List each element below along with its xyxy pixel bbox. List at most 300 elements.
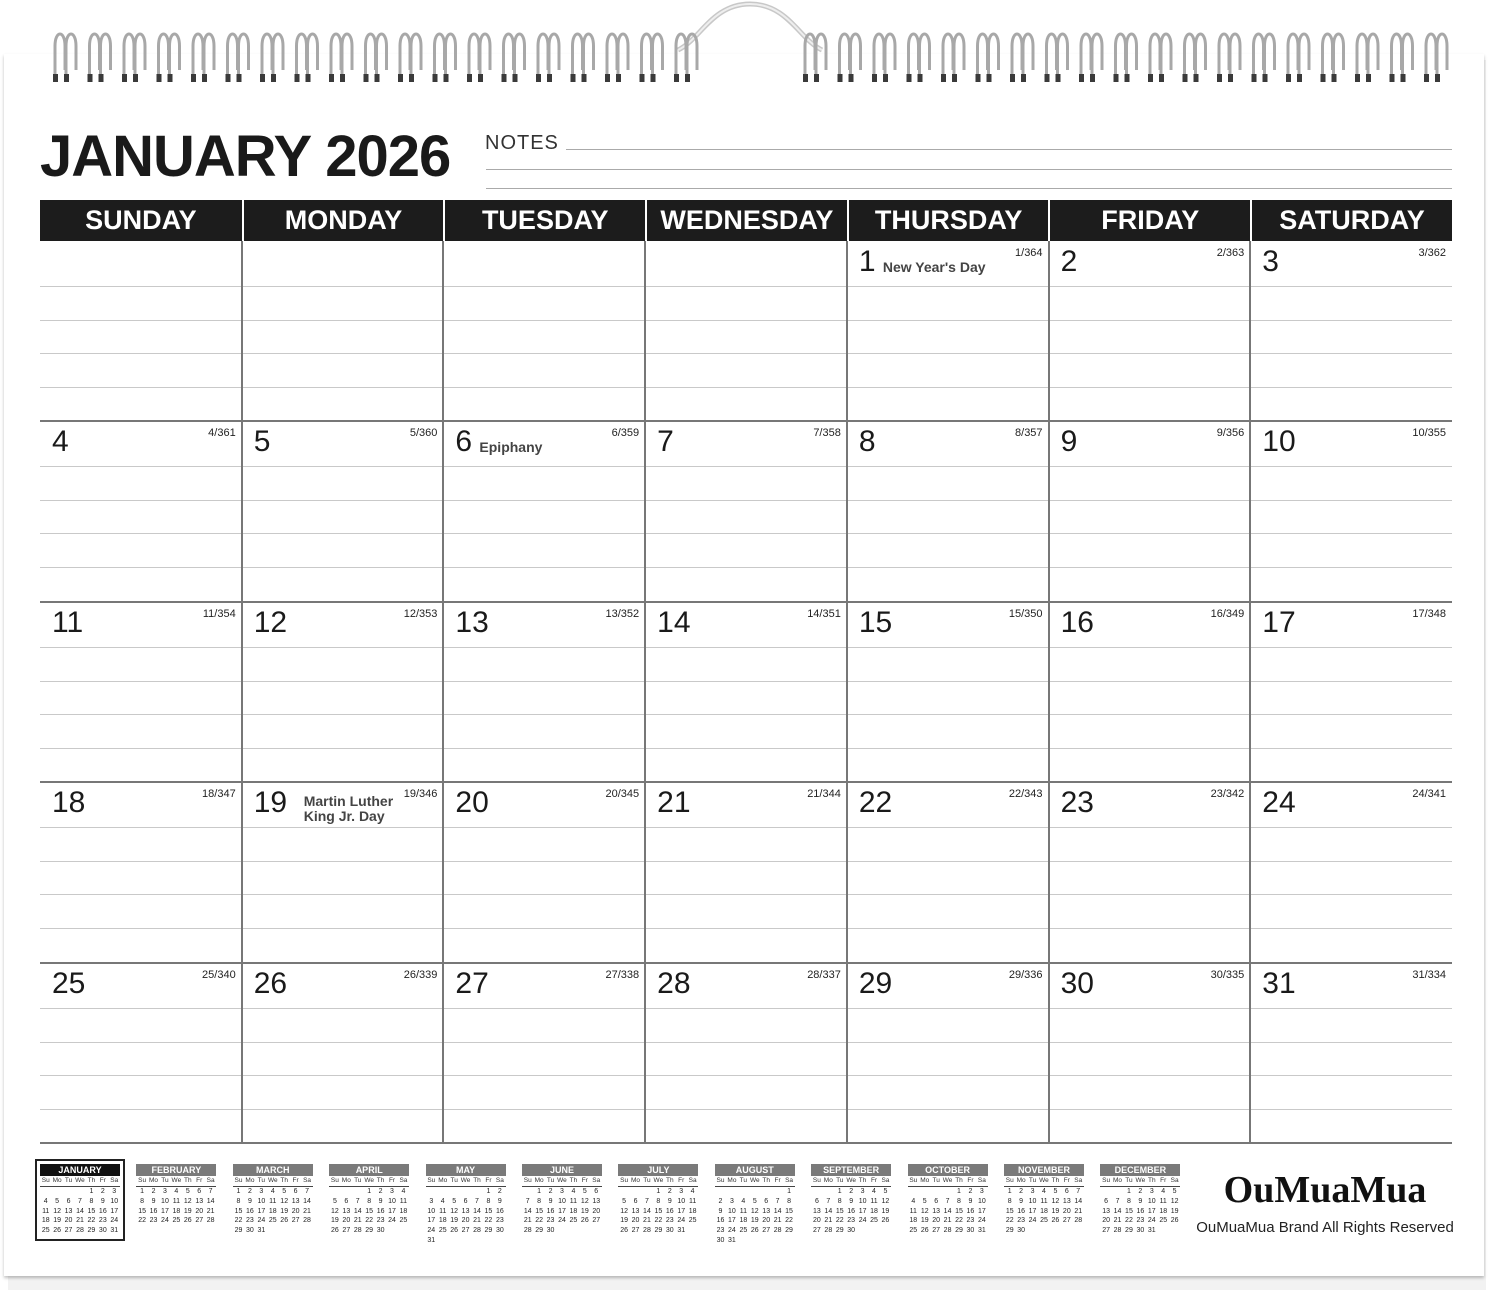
mini-day: 31	[677, 1227, 686, 1235]
mini-day: 2	[548, 1188, 553, 1195]
binding-hole	[976, 74, 981, 82]
mini-day: 1	[656, 1188, 661, 1195]
day-cell-2[interactable]	[1049, 241, 1251, 421]
mini-week-row	[329, 1226, 409, 1236]
mini-week-row	[908, 1226, 988, 1236]
mini-day: 5	[922, 1197, 927, 1205]
mini-week-row	[908, 1216, 988, 1226]
writing-line	[847, 1008, 1049, 1009]
empty-cell[interactable]	[645, 241, 847, 421]
mini-day: 30	[966, 1227, 975, 1235]
day-cell-13[interactable]	[443, 602, 645, 782]
writing-line	[1250, 1008, 1452, 1009]
mini-weekday: Tu	[161, 1177, 169, 1184]
day-cell-4[interactable]	[40, 421, 242, 601]
writing-line	[1049, 567, 1251, 568]
mini-day: 18	[909, 1217, 918, 1225]
day-cell-17[interactable]	[1250, 602, 1452, 782]
day-cell-15[interactable]	[847, 602, 1049, 782]
mini-weekday: Mo	[52, 1177, 62, 1184]
mini-day: 16	[1017, 1207, 1026, 1215]
mini-day: 29	[1005, 1227, 1014, 1235]
mini-day: 6	[197, 1188, 202, 1195]
mini-day: 1	[837, 1188, 842, 1195]
day-cell-5[interactable]	[242, 421, 444, 601]
weekday-wednesday: WEDNESDAY	[645, 200, 847, 241]
day-cell-7[interactable]	[645, 421, 847, 601]
mini-day	[772, 1236, 783, 1246]
mini-week-row	[426, 1207, 506, 1217]
binding-hole	[651, 74, 656, 82]
writing-line	[443, 1042, 645, 1043]
mini-day: 21	[1113, 1217, 1122, 1225]
mini-week-row	[1100, 1207, 1180, 1217]
day-cell-18[interactable]	[40, 782, 242, 962]
writing-line	[40, 647, 242, 648]
mini-day: 5	[1172, 1188, 1177, 1195]
mini-weekday: Th	[1147, 1177, 1156, 1184]
mini-day: 15	[87, 1207, 96, 1215]
mini-day: 22	[955, 1217, 963, 1225]
mini-day: 13	[592, 1197, 601, 1205]
mini-week-row	[329, 1187, 409, 1197]
mini-day: 21	[353, 1217, 362, 1225]
mini-day: 30	[546, 1227, 555, 1235]
day-cell-8[interactable]	[847, 421, 1049, 601]
day-number: 2	[1060, 245, 1078, 278]
mini-day: 17	[388, 1207, 396, 1215]
mini-weekday: Tu	[1028, 1177, 1037, 1184]
mini-day: 9	[718, 1207, 723, 1215]
binding-hole	[582, 74, 587, 82]
mini-day: 28	[824, 1227, 833, 1235]
binding-hole	[1217, 74, 1222, 82]
binding-hole	[133, 74, 138, 82]
mini-day: 6	[814, 1197, 819, 1205]
mini-day: 14	[353, 1207, 362, 1215]
day-cell-14[interactable]	[645, 602, 847, 782]
mini-day: 21	[643, 1217, 651, 1225]
mini-day: 24	[858, 1217, 867, 1225]
binding-hole	[1355, 74, 1360, 82]
writing-line	[443, 533, 645, 534]
mini-day: 15	[138, 1207, 146, 1215]
mini-day: 12	[1051, 1197, 1060, 1205]
mini-weekday: Fr	[388, 1177, 396, 1184]
writing-line	[645, 567, 847, 568]
mini-day: 6	[594, 1188, 599, 1195]
day-number: 3	[1262, 245, 1279, 278]
writing-line	[847, 647, 1049, 648]
writing-line	[645, 286, 847, 287]
mini-day: 4	[401, 1188, 406, 1195]
mini-day: 17	[858, 1207, 867, 1215]
writing-line	[40, 320, 242, 321]
mini-day	[494, 1236, 505, 1246]
mini-day: 7	[78, 1197, 82, 1205]
mini-day: 11	[569, 1197, 578, 1205]
binding-hole	[1021, 74, 1026, 82]
mini-day: 24	[1147, 1217, 1156, 1225]
mini-day: 26	[620, 1227, 628, 1235]
mini-day	[267, 1226, 278, 1236]
mini-day: 14	[1074, 1197, 1083, 1205]
day-cell-9[interactable]	[1049, 421, 1251, 601]
day-cell-31[interactable]	[1250, 963, 1452, 1143]
mini-day: 22	[484, 1217, 493, 1225]
mini-day	[641, 1187, 652, 1197]
day-of-year: 7/358	[813, 427, 841, 440]
binding-hole	[1125, 74, 1130, 82]
mini-weekday: Fr	[581, 1177, 588, 1184]
mini-day: 13	[932, 1207, 941, 1215]
day-cell-26[interactable]	[242, 963, 444, 1143]
mini-weekday: Tu	[257, 1177, 266, 1184]
weekday-tuesday: TUESDAY	[443, 200, 645, 241]
mini-day: 18	[569, 1207, 578, 1215]
mini-day: 27	[762, 1227, 771, 1235]
mini-day: 3	[112, 1188, 117, 1195]
writing-line	[1250, 500, 1452, 501]
binding-hole	[433, 74, 438, 82]
mini-day: 29	[484, 1227, 493, 1235]
writing-line	[1049, 320, 1251, 321]
mini-day: 9	[247, 1197, 252, 1205]
mini-day: 25	[870, 1217, 878, 1225]
mini-day: 8	[140, 1197, 145, 1205]
mini-day: 12	[1170, 1197, 1179, 1205]
mini-day: 23	[246, 1217, 254, 1225]
mini-day: 4	[690, 1188, 695, 1195]
empty-cell[interactable]	[242, 241, 444, 421]
mini-weekday: Tu	[643, 1177, 651, 1184]
mini-day: 4	[43, 1197, 48, 1205]
day-cell-11[interactable]	[40, 602, 242, 782]
mini-month-name: APRIL	[329, 1164, 409, 1176]
mini-weekday: We	[557, 1177, 567, 1184]
mini-day: 28	[353, 1227, 362, 1235]
mini-week-row	[908, 1187, 988, 1197]
mini-day	[783, 1236, 794, 1246]
mini-day: 1	[236, 1188, 241, 1195]
mini-calendar-august	[715, 1164, 795, 1246]
mini-calendar-november	[1004, 1164, 1084, 1236]
mini-day: 22	[785, 1217, 793, 1225]
day-cell-16[interactable]	[1049, 602, 1251, 782]
mini-day: 17	[257, 1207, 266, 1215]
mini-day	[1100, 1187, 1111, 1197]
mini-week-row	[1004, 1197, 1084, 1207]
mini-day	[630, 1187, 641, 1197]
writing-line	[40, 827, 242, 828]
mini-weekday: Fr	[774, 1177, 781, 1184]
mini-day: 26	[53, 1227, 62, 1235]
writing-line	[1250, 928, 1452, 929]
mini-day: 3	[1149, 1188, 1154, 1195]
day-number: 9	[1060, 425, 1078, 459]
day-number: 21	[657, 786, 691, 820]
mini-week-row	[715, 1226, 795, 1236]
mini-weekday: Tu	[354, 1177, 362, 1184]
binding-hole	[952, 74, 957, 82]
writing-line	[242, 894, 444, 895]
mini-day: 24	[388, 1217, 396, 1225]
mini-day: 19	[450, 1217, 459, 1225]
writing-line	[645, 500, 847, 501]
writing-line	[847, 861, 1049, 862]
writing-line	[1049, 681, 1251, 682]
mini-day: 26	[1051, 1217, 1060, 1225]
mini-day: 3	[560, 1188, 564, 1195]
mini-day: 9	[151, 1197, 156, 1205]
binding-hole	[1263, 74, 1268, 82]
mini-month-name: FEBRUARY	[136, 1164, 216, 1176]
mini-day	[341, 1187, 352, 1197]
day-number: 20	[455, 786, 489, 820]
day-of-year: 19/346	[403, 788, 438, 801]
day-number: 17	[1262, 605, 1296, 639]
mini-day: 17	[728, 1217, 736, 1225]
binding-hole	[329, 74, 334, 82]
mini-weekday: Sa	[495, 1177, 504, 1184]
mini-weekday: Th	[665, 1177, 674, 1184]
writing-line	[443, 286, 645, 287]
mini-day: 2	[151, 1188, 156, 1195]
mini-day: 12	[750, 1207, 759, 1215]
day-cell-30[interactable]	[1049, 963, 1251, 1143]
mini-day: 7	[826, 1197, 831, 1205]
mini-week-row	[136, 1187, 216, 1197]
mini-week-row	[233, 1197, 313, 1207]
mini-day: 29	[1125, 1227, 1133, 1235]
binding-hole	[226, 74, 231, 82]
mini-week-row	[618, 1216, 698, 1226]
mini-day: 14	[473, 1207, 481, 1215]
mini-weekday-row	[136, 1176, 216, 1187]
mini-day: 22	[654, 1217, 663, 1225]
mini-day: 20	[631, 1217, 640, 1225]
month-grid	[40, 241, 1452, 1143]
writing-line	[847, 748, 1049, 749]
binding-hole	[168, 74, 173, 82]
mini-day: 13	[1062, 1197, 1071, 1205]
mini-week-row	[40, 1216, 120, 1226]
day-number: 28	[657, 966, 691, 1000]
day-cell-6[interactable]	[443, 421, 645, 601]
empty-cell[interactable]	[443, 241, 645, 421]
binding-hole	[1228, 74, 1233, 82]
mini-day: 6	[293, 1188, 298, 1195]
mini-day: 19	[280, 1207, 289, 1215]
mini-weekday: Su	[909, 1177, 918, 1184]
mini-weekday: Th	[280, 1177, 288, 1184]
mini-calendar-march	[233, 1164, 313, 1236]
mini-weekday: Sa	[303, 1177, 312, 1184]
mini-day: 11	[688, 1197, 697, 1205]
mini-day: 11	[439, 1207, 447, 1215]
writing-line	[1049, 748, 1251, 749]
binding-hole	[1332, 74, 1337, 82]
day-cell-27[interactable]	[443, 963, 645, 1143]
writing-line	[645, 1109, 847, 1110]
mini-month-name: SEPTEMBER	[811, 1164, 891, 1176]
writing-line	[645, 320, 847, 321]
mini-day: 3	[729, 1197, 734, 1205]
writing-line	[443, 1075, 645, 1076]
day-cell-24[interactable]	[1250, 782, 1452, 962]
mini-day: 5	[622, 1197, 627, 1205]
writing-line	[1049, 533, 1251, 534]
day-cell-23[interactable]	[1049, 782, 1251, 962]
writing-line	[847, 320, 1049, 321]
mini-weekday: Th	[87, 1177, 96, 1184]
day-number: 23	[1060, 786, 1094, 820]
writing-line	[645, 928, 847, 929]
mini-day: 17	[1147, 1207, 1156, 1215]
binding-hole	[907, 74, 912, 82]
writing-line	[847, 827, 1049, 828]
day-number: 25	[52, 966, 86, 1000]
mini-day: 14	[206, 1197, 215, 1205]
mini-week-row	[329, 1207, 409, 1217]
day-cell-21[interactable]	[645, 782, 847, 962]
mini-day: 10	[858, 1197, 867, 1205]
writing-line	[847, 286, 1049, 287]
writing-line	[443, 500, 645, 501]
writing-line	[1250, 320, 1452, 321]
mini-day	[426, 1187, 437, 1197]
mini-weekday: Fr	[99, 1177, 106, 1184]
writing-line	[40, 466, 242, 467]
mini-day: 22	[835, 1217, 844, 1225]
binding-hole	[685, 74, 690, 82]
mini-day: 28	[1074, 1217, 1083, 1225]
mini-weekday: Sa	[592, 1177, 601, 1184]
day-of-year: 9/356	[1216, 427, 1245, 440]
mini-day	[40, 1187, 51, 1197]
mini-day: 25	[569, 1217, 578, 1225]
mini-day	[880, 1226, 891, 1236]
mini-day: 15	[1125, 1207, 1133, 1215]
day-cell-3[interactable]	[1250, 241, 1452, 421]
mini-week-row	[426, 1187, 506, 1197]
mini-day: 14	[773, 1207, 782, 1215]
writing-line	[443, 353, 645, 354]
mini-day	[471, 1236, 482, 1246]
mini-day: 12	[280, 1197, 289, 1205]
mini-day: 16	[98, 1207, 107, 1215]
mini-week-row	[715, 1216, 795, 1226]
day-cell-12[interactable]	[242, 602, 444, 782]
day-of-year: 8/357	[1015, 427, 1043, 440]
mini-day: 20	[1062, 1207, 1071, 1215]
empty-cell[interactable]	[40, 241, 242, 421]
writing-line	[443, 387, 645, 388]
writing-line	[847, 500, 1049, 501]
mini-day: 20	[342, 1217, 351, 1225]
binding-hole	[1390, 74, 1395, 82]
mini-day: 9	[1019, 1197, 1024, 1205]
mini-day: 14	[943, 1207, 952, 1215]
mini-day: 20	[762, 1217, 771, 1225]
mini-day: 31	[1147, 1227, 1156, 1235]
mini-day: 16	[149, 1207, 158, 1215]
binding-hole	[1194, 74, 1199, 82]
mini-day	[811, 1187, 822, 1197]
mini-day: 20	[291, 1207, 300, 1215]
mini-day: 18	[172, 1207, 181, 1215]
mini-calendar-october	[908, 1164, 988, 1236]
mini-day	[460, 1187, 471, 1197]
mini-day: 30	[1136, 1227, 1145, 1235]
mini-day	[749, 1187, 760, 1197]
mini-day: 17	[558, 1207, 566, 1215]
mini-day: 7	[1076, 1188, 1081, 1195]
day-cell-19[interactable]	[242, 782, 444, 962]
row-divider	[40, 420, 1452, 422]
day-number: 7	[657, 425, 674, 459]
day-cell-28[interactable]	[645, 963, 847, 1143]
writing-line	[443, 861, 645, 862]
day-cell-29[interactable]	[847, 963, 1049, 1143]
writing-line	[242, 500, 444, 501]
mini-day: 1	[957, 1188, 961, 1195]
mini-day: 6	[344, 1197, 349, 1205]
writing-line	[645, 1075, 847, 1076]
mini-week-row	[715, 1207, 795, 1217]
mini-day: 16	[495, 1207, 504, 1215]
mini-day: 3	[679, 1188, 684, 1195]
day-of-year: 20/345	[605, 788, 640, 801]
day-of-year: 4/361	[208, 427, 236, 440]
mini-day: 14	[523, 1207, 532, 1215]
binding-hole	[88, 74, 93, 82]
writing-line	[645, 714, 847, 715]
mini-week-row	[811, 1197, 891, 1207]
mini-day: 1	[787, 1188, 791, 1195]
mini-day: 20	[932, 1217, 941, 1225]
writing-line	[1250, 466, 1452, 467]
binding-hole	[1010, 74, 1015, 82]
mini-day: 21	[523, 1217, 532, 1225]
writing-line	[40, 353, 242, 354]
writing-line	[40, 681, 242, 682]
day-of-year: 23/342	[1210, 788, 1245, 801]
mini-weekday: Mo	[1113, 1177, 1123, 1184]
mini-day: 30	[246, 1227, 254, 1235]
day-cell-1[interactable]	[847, 241, 1049, 421]
binding-hole	[838, 74, 843, 82]
mini-calendar-july	[618, 1164, 698, 1236]
binding-hole	[364, 74, 369, 82]
mini-weekday: Mo	[245, 1177, 255, 1184]
mini-day: 26	[750, 1227, 759, 1235]
mini-week-row	[329, 1197, 409, 1207]
day-cell-25[interactable]	[40, 963, 242, 1143]
mini-week-row	[233, 1216, 313, 1226]
day-cell-10[interactable]	[1250, 421, 1452, 601]
day-cell-20[interactable]	[443, 782, 645, 962]
day-of-year: 21/344	[807, 788, 841, 801]
mini-day: 4	[741, 1197, 746, 1205]
notes-label: NOTES	[485, 132, 559, 154]
writing-line	[242, 681, 444, 682]
writing-line	[443, 894, 645, 895]
day-cell-22[interactable]	[847, 782, 1049, 962]
mini-day: 27	[291, 1217, 300, 1225]
mini-day: 28	[943, 1227, 952, 1235]
writing-line	[242, 387, 444, 388]
